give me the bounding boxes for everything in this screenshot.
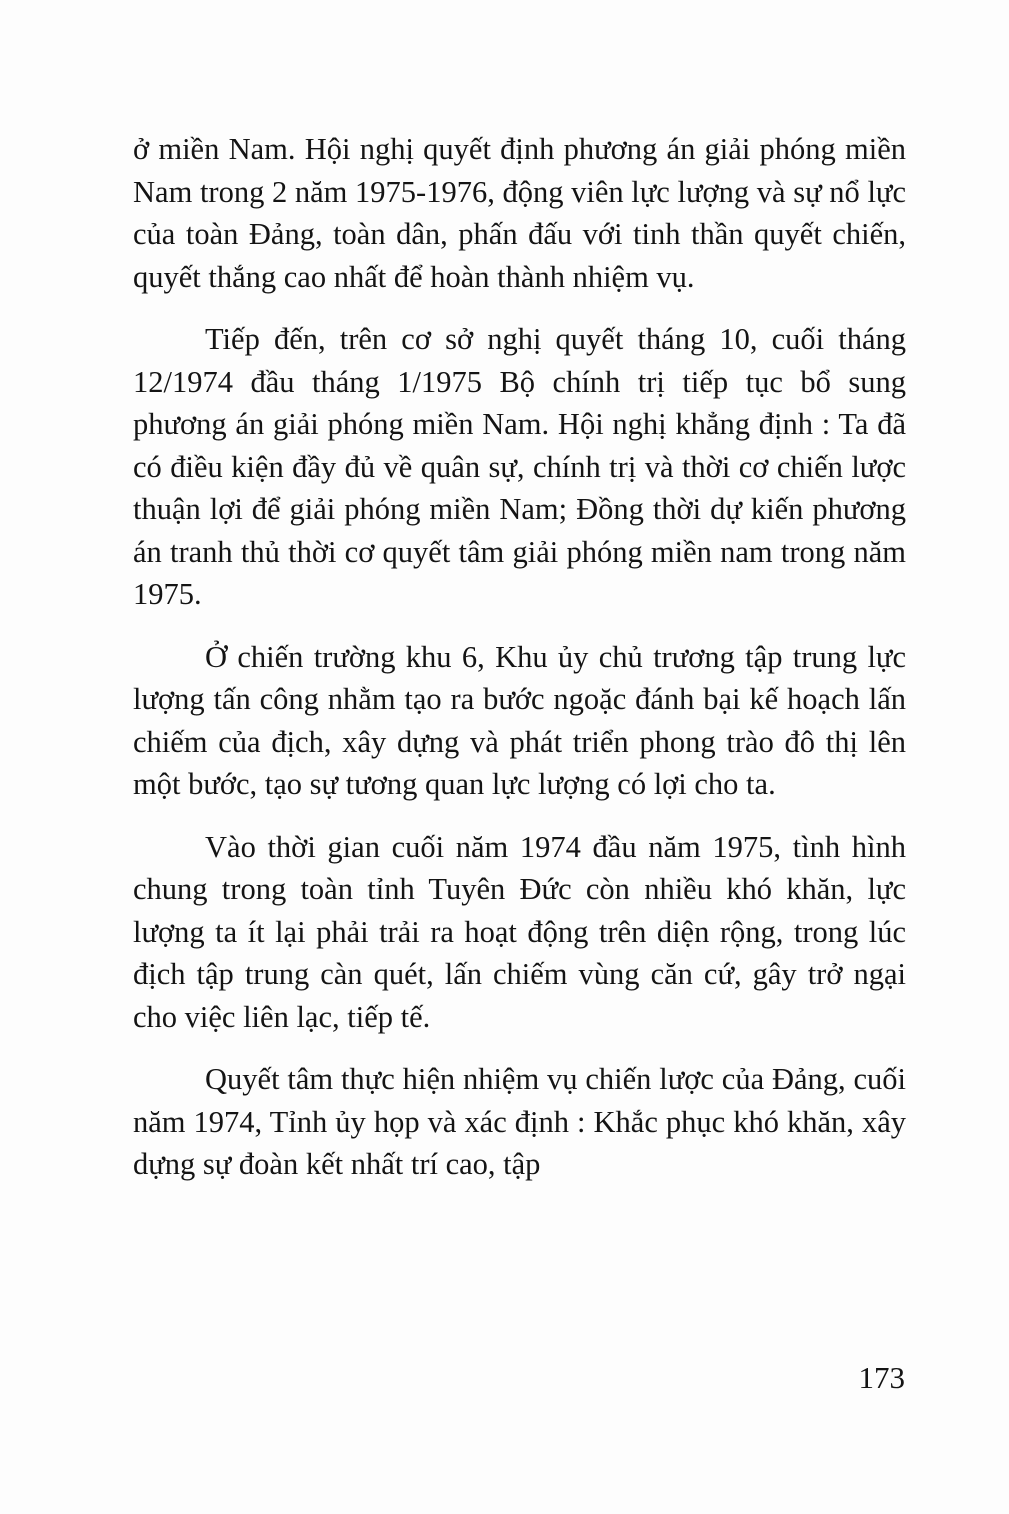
paragraph-zone-6-battlefield: Ở chiến trường khu 6, Khu ủy chủ trương tập trung lực lượng tấn công nhằm tạo ra bước ngoặc đánh bại kế hoạch lấn chiếm của địch, xây dựng và phát triển phong trào đô thị lên một bước, tạo sự tương quan lực lượng có lợi cho ta. [133,639,906,801]
paragraph-continuation: ở miền Nam. Hội nghị quyết định phương án giải phóng miền Nam trong 2 năm 1975-1976, động viên lực lượng và sự nổ lực của toàn Đảng, toàn dân, phấn đấu với tinh thần quyết chiến, quyết thắng cao nhất để hoàn thành nhiệm vụ. [133,132,906,294]
paragraph-provincial-committee-decision: Quyết tâm thực hiện nhiệm vụ chiến lược của Đảng, cuối năm 1974, Tỉnh ủy họp và xác định : Khắc phục khó khăn, xây dựng sự đoàn kết nhất trí cao, tập [133,1062,906,1181]
page-number: 173 [858,1360,905,1395]
page-body-text [133,128,906,1186]
paragraph-politburo-resolution: Tiếp đến, trên cơ sở nghị quyết tháng 10, cuối tháng 12/1974 đầu tháng 1/1975 Bộ chính trị tiếp tục bổ sung phương án giải phóng miền Nam. Hội nghị khẳng định : Ta đã có điều kiện đầy đủ về quân sự, chính trị và thời cơ chiến lược thuận lợi để giải phóng miền Nam; Đồng thời dự kiến phương án tranh thủ thời cơ quyết tâm giải phóng miền nam trong năm 1975. [133,322,906,611]
paragraph-tuyen-duc-situation: Vào thời gian cuối năm 1974 đầu năm 1975, tình hình chung trong toàn tỉnh Tuyên Đức còn nhiều khó khăn, lực lượng ta ít lại phải trải ra hoạt động trên diện rộng, trong lúc địch tập trung càn quét, lấn chiếm vùng căn cứ, gây trở ngại cho việc liên lạc, tiếp tế. [133,829,906,1034]
